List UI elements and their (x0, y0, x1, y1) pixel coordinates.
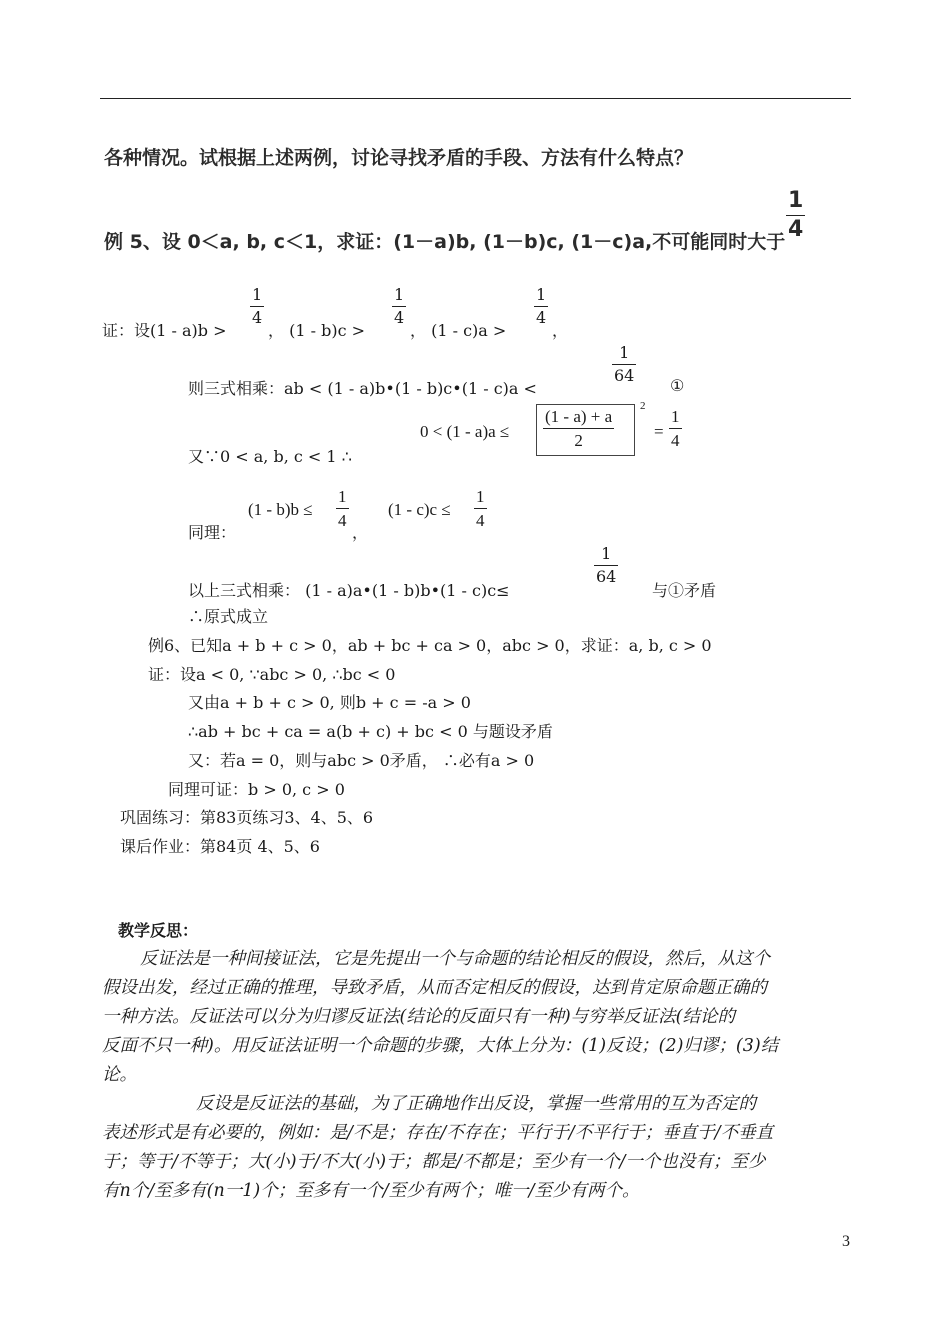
fraction-numerator: 1 (671, 407, 680, 426)
fraction-denominator: 64 (614, 366, 635, 385)
fraction-denominator: 64 (596, 567, 617, 586)
reflection-p1-line-2: 假设出发，经过正确的推理，导致矛盾，从而否定相反的假设，达到肯定原命题正确的 (102, 978, 767, 998)
fraction-numerator: 1 (619, 343, 630, 362)
triple-product-line: 以上三式相乘： (1 - a)a•(1 - b)b•(1 - c)c≤ (188, 581, 510, 600)
fraction-bar (474, 508, 487, 509)
example-6-line-1: 证：设a < 0, ∵abc > 0, ∴bc < 0 (148, 665, 396, 684)
fraction-bar (786, 215, 805, 216)
equation-marker: ① (670, 376, 685, 395)
quarter-fraction-3 (534, 287, 548, 326)
sixtyfourth-fraction-1 (612, 345, 636, 384)
fraction-denominator: 4 (252, 308, 263, 327)
fraction-numerator: 1 (536, 285, 547, 304)
fraction-bar (534, 306, 548, 307)
proof-assume-2: ， (1 - b)c > (268, 321, 366, 340)
fraction-bar (594, 565, 618, 566)
proof-assume-1: 证：设(1 - a)b > (102, 321, 227, 340)
page-number: 3 (842, 1233, 850, 1250)
example-6-line-4: 又：若a = 0，则与abc > 0矛盾， ∴必有a > 0 (188, 751, 535, 770)
fraction-bar (336, 508, 349, 509)
fraction-denominator: 4 (671, 431, 680, 450)
fraction-bar (669, 428, 682, 429)
similarly-label: 同理： (188, 523, 237, 542)
quarter-fraction-5 (336, 488, 349, 529)
example-6-stem: 例6、已知a + b + c > 0，ab + bc + ca > 0，abc > 0，求证：a, b, c > 0 (148, 636, 712, 655)
fraction-bar (250, 306, 264, 307)
bound-c: (1 - c)c ≤ (388, 500, 451, 519)
fraction-denominator: 4 (788, 217, 804, 242)
right-bracket (624, 404, 635, 456)
fraction-numerator: 1 (788, 188, 804, 213)
reflection-p1-line-1: 反证法是一种间接证法，它是先提出一个与命题的结论相反的假设，然后，从这个 (140, 949, 770, 969)
am-gm-left: 0 < (1 - a)a ≤ (420, 422, 510, 441)
fraction-denominator: 2 (574, 431, 583, 450)
reflection-p2-line-3: 于；等于/不等于；大(小)于/不大(小)于；都是/不都是；至少有一个/一个也没有；至少 (102, 1152, 766, 1172)
fraction-numerator: 1 (252, 285, 263, 304)
example-6-line-5: 同理可证：b > 0, c > 0 (168, 780, 345, 799)
reflection-p2-line-2: 表述形式是有必要的，例如：是/不是；存在/不存在；平行于/不平行于；垂直于/不垂直 (102, 1123, 774, 1143)
proof-range-line: 又∵0 < a, b, c < 1 ∴ (188, 447, 352, 466)
practice-line: 巩固练习：第83页练习3、4、5、6 (120, 808, 374, 827)
fraction-denominator: 4 (476, 511, 485, 530)
quarter-fraction-1 (250, 287, 264, 326)
fraction-bar (612, 364, 636, 365)
fraction-numerator: 1 (476, 487, 485, 506)
contradiction-note: 与①矛盾 (652, 581, 717, 600)
reflection-title: 教学反思： (118, 921, 199, 940)
reflection-p2-line-1: 反设是反证法的基础，为了正确地作出反设，掌握一些常用的互为否定的 (196, 1094, 756, 1114)
proof-assume-end: ， (552, 321, 569, 340)
fraction-denominator: 4 (394, 308, 405, 327)
example-5-stem: 例 5、设 0＜a, b, c＜1，求证：(1－a)b, (1－b)c, (1－c)a,不可能同时大于 (104, 231, 786, 253)
bound-b: (1 - b)b ≤ (248, 500, 313, 519)
proof-assume-3: ， (1 - c)a > (410, 321, 507, 340)
fraction-denominator: 4 (338, 511, 347, 530)
example-6-line-3: ∴ab + bc + ca = a(b + c) + bc < 0 与题设矛盾 (188, 722, 553, 741)
equals-sign: = (654, 422, 664, 441)
example-5-fraction (786, 190, 805, 241)
fraction-numerator: (1 - a) + a (545, 407, 613, 426)
sixtyfourth-fraction-2 (594, 546, 618, 585)
square-exponent: 2 (640, 400, 646, 412)
quarter-fraction-4 (669, 408, 682, 449)
reflection-p1-line-4: 反面不只一种)。用反证法证明一个命题的步骤，大体上分为：(1)反设；(2)归谬；(3)结 (102, 1036, 779, 1056)
fraction-numerator: 1 (338, 487, 347, 506)
fraction-denominator: 4 (536, 308, 547, 327)
question-intro: 各种情况。试根据上述两例，讨论寻找矛盾的手段、方法有什么特点？ (104, 147, 694, 169)
reflection-p1-line-5: 论。 (102, 1065, 137, 1085)
fraction-numerator: 1 (394, 285, 405, 304)
am-gm-fraction (543, 408, 614, 449)
example-6-line-2: 又由a + b + c > 0, 则b + c = -a > 0 (188, 693, 471, 712)
quarter-fraction-2 (392, 287, 406, 326)
conclusion-line: ∴原式成立 (188, 607, 269, 626)
proof-multiply-line: 则三式相乘：ab < (1 - a)b•(1 - b)c•(1 - c)a < (188, 379, 537, 398)
bound-separator: ， (352, 523, 369, 542)
fraction-bar (543, 428, 614, 429)
fraction-bar (392, 306, 406, 307)
reflection-p2-line-4: 有n个/至多有(n一1)个；至多有一个/至少有两个；唯一/至少有两个。 (102, 1181, 640, 1201)
quarter-fraction-6 (474, 488, 487, 529)
homework-line: 课后作业：第84页 4、5、6 (120, 837, 320, 856)
header-rule (100, 98, 851, 99)
fraction-numerator: 1 (601, 544, 612, 563)
reflection-p1-line-3: 一种方法。反证法可以分为归谬反证法(结论的反面只有一种)与穷举反证法(结论的 (102, 1007, 735, 1027)
